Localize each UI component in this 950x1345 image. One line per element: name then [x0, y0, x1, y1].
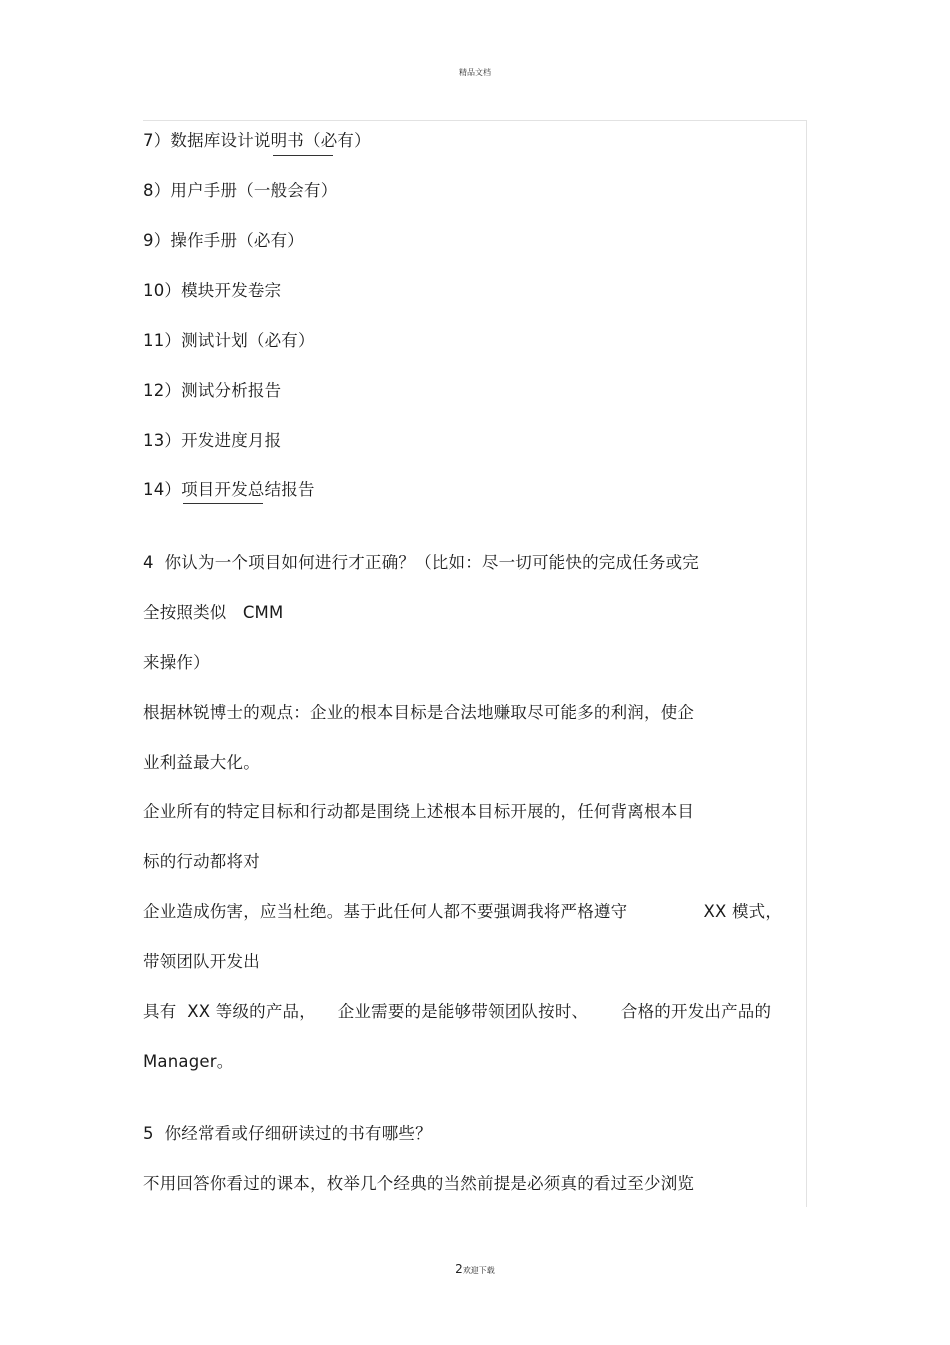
doc-line-17: 带领团队开发出	[143, 952, 260, 971]
doc-line-16: 企业造成伤害，应当杜绝。基于此任何人都不要强调我将严格遵守 XX 模式，	[143, 902, 783, 921]
doc-line-15: 标的行动都将对	[143, 852, 260, 871]
doc-line-6: 12）测试分析报告	[143, 381, 282, 400]
underline-mark	[273, 155, 333, 156]
page-footer	[0, 1262, 950, 1276]
doc-line-2: 8）用户手册（一般会有）	[143, 181, 338, 200]
doc-line-8: 14）项目开发总结报告	[143, 480, 315, 499]
doc-line-1: 7）数据库设计说明书（必有）	[143, 131, 371, 150]
doc-line-10: 全按照类似 CMM	[143, 603, 284, 622]
doc-line-9: 4 你认为一个项目如何进行才正确？（比如：尽一切可能快的完成任务或完	[143, 553, 699, 572]
doc-line-5: 11）测试计划（必有）	[143, 331, 315, 350]
frame-top-border	[143, 120, 807, 121]
frame-right-border	[806, 120, 807, 1207]
doc-line-7: 13）开发进度月报	[143, 431, 282, 450]
doc-line-11: 来操作）	[143, 653, 210, 672]
page-number: 2	[455, 1262, 463, 1276]
doc-line-14: 企业所有的特定目标和行动都是围绕上述根本目标开展的，任何背离根本目	[143, 802, 695, 821]
doc-line-3: 9）操作手册（必有）	[143, 231, 304, 250]
doc-line-21: 不用回答你看过的课本，枚举几个经典的当然前提是必须真的看过至少浏览	[143, 1174, 695, 1193]
doc-line-4: 10）模块开发卷宗	[143, 281, 282, 300]
page-header: 精品文档	[459, 68, 491, 77]
doc-line-18: 具有 XX 等级的产品， 企业需要的是能够带领团队按时、 合格的开发出产品的	[143, 1002, 772, 1021]
doc-line-19: Manager。	[143, 1052, 234, 1071]
footer-text: 欢迎下载	[462, 1266, 495, 1275]
doc-line-12: 根据林锐博士的观点：企业的根本目标是合法地赚取尽可能多的利润，使企	[143, 703, 695, 722]
doc-line-20: 5 你经常看或仔细研读过的书有哪些？	[143, 1124, 432, 1143]
doc-line-13: 业利益最大化。	[143, 753, 260, 772]
underline-mark	[183, 503, 263, 504]
